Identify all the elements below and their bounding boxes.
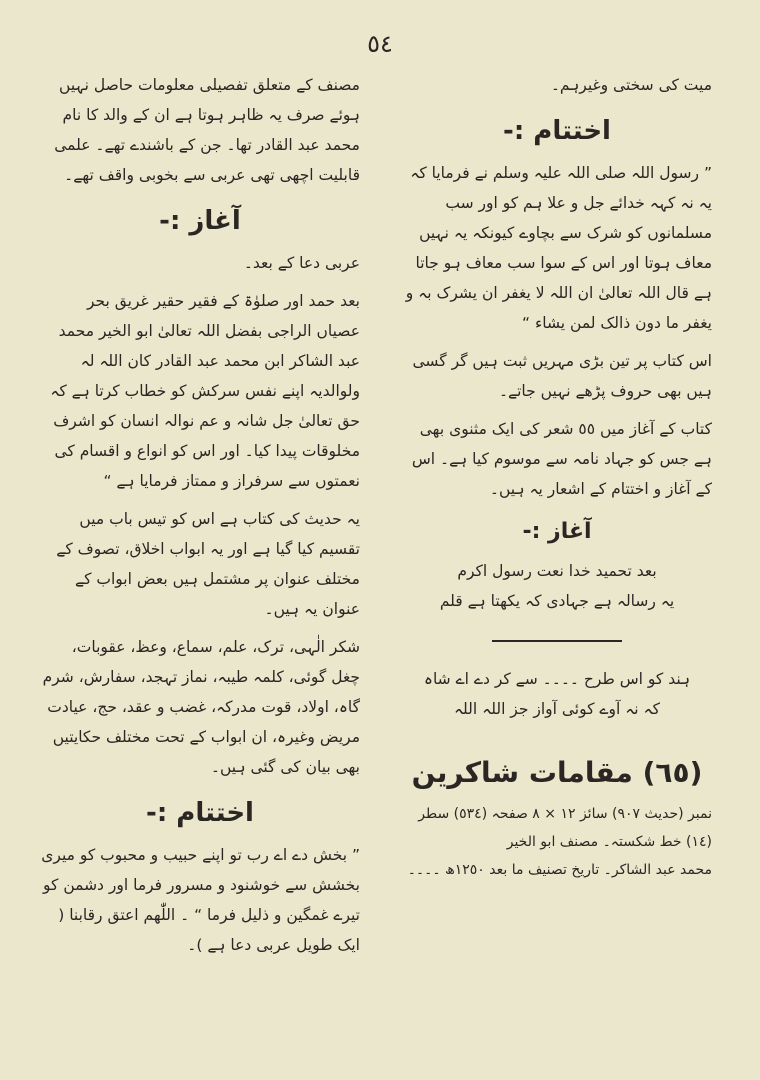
heading-conclusion: اختتام :-: [503, 116, 611, 146]
contents-note: یہ حدیث کی کتاب ہے اس کو تیس باب میں تقسیم کیا گیا ہے اور یہ ابواب اخلاق، تصوف کے مختلف عنوان پر مشتمل ہیں بعض ابواب کے عنوان یہ ہیں۔: [56, 510, 360, 618]
seals-note: اس کتاب پر تین بڑی مہریں ثبت ہیں گر گسی ہیں بھی حروف پڑھے نہیں جاتے۔: [412, 352, 712, 400]
divider: [492, 640, 622, 642]
arabic-prayer-note: عربی دعا کے بعد۔: [243, 254, 360, 272]
verse-line: بعد تحمید خدا نعت رسول اکرم: [457, 562, 657, 580]
verse-opening: [402, 556, 712, 616]
catalog-line: (١٤) خط شکستہ۔ مصنف ابو الخیر: [506, 834, 712, 850]
section-title: (٦٥) مقامات شاکرین: [411, 756, 703, 789]
chapter-titles: شکر الٰہی، ترک، علم، سماع، وعظ، عقوبات، چغل گوئی، کلمہ طیبہ، نماز تہجد، سفارش، شرم گاہ، اولاد، قوت مدرکہ، غضب و عقد، حج، عیادت مریض وغیرہ، ان ابواب کے تحت مختلف حکایتیں بھی بیان کی گئی ہیں۔: [42, 638, 360, 776]
masnavi-note: کتاب کے آغاز میں ٥٥ شعر کی ایک مثنوی بھی ہے جس کو جہاد نامہ سے موسوم کیا ہے۔ اس کے آغاز و اختتام کے اشعار یہ ہیں۔: [411, 420, 712, 498]
page-number: ٥٤: [367, 30, 393, 58]
verse-line: ہند کو اس طرح ۔۔۔۔ سے کر دے اے شاہ: [423, 670, 691, 688]
catalog-line: محمد عبد الشاکر۔ تاریخ تصنیف ما بعد ١٢٥٠ھ ۔۔۔۔: [407, 862, 712, 878]
author-note: مصنف کے متعلق تفصیلی معلومات حاصل نہیں ہوئے صرف یہ ظاہر ہوتا ہے ان کے والد کا نام محمد عبد القادر تھا۔ جن کے باشندے تھے۔ علمی قابلیت اچھی تھی عربی سے بخوبی واقف تھے۔: [54, 76, 360, 184]
opening-text: بعد حمد اور صلوٰۃ کے فقیر حقیر غریق بحر عصیاں الراجی بفضل اللہ تعالیٰ ابو الخیر محمد عبد الشاکر ابن محمد عبد القادر کان اللہ لہ ولوالدیہ اپنے نفس سرکش کو خطاب کرتا ہے کہ حق تعالیٰ جل شانہ و عم نوالہ انسان کو اشرف مخلوقات پیدا کیا۔ اور اس کو انواع و اقسام کی نعمتوں سے سرفراز و ممتاز فرمایا ہے “: [50, 292, 360, 490]
hadith-quote: ” رسول اللہ صلی اللہ علیہ وسلم نے فرمایا کہ یہ نہ کہہ خدائے جل و علا ہم کو اور سب مسلمانوں کو شرک سے بچاوے کیونکہ یہ نہیں معاف ہوتا اور اس کے سوا سب معاف ہو جاتا ہے قال اللہ تعالیٰ ان اللہ لا یغفر ان یشرک بہ و یغفر ما دون ذالک لمن یشاء “: [405, 164, 712, 332]
right-column: [402, 70, 712, 884]
heading-beginning: آغاز :-: [159, 206, 241, 236]
catalog-line: نمبر (حدیث ٩٠٧) سائز ١٢ × ٨ صفحہ (٥٣٤) سطر: [418, 806, 712, 822]
verse-closing: [402, 664, 712, 724]
opening-line: میت کی سختی وغیرہم۔: [550, 76, 712, 94]
heading-conclusion: اختتام :-: [146, 798, 254, 828]
verse-line: یہ رسالہ ہے جہادی کہ یکھتا ہے قلم: [439, 592, 675, 610]
verse-line: کہ نہ آوے کوئی آواز جز اللہ اللہ: [453, 700, 661, 718]
left-column: [40, 70, 360, 968]
heading-beginning: آغاز :-: [522, 519, 592, 544]
closing-prayer: ” بخش دے اے رب تو اپنے حبیب و محبوب کو میری بخشش سے خوشنود و مسرور فرما اور دشمن کو تیرے غمگین و ذلیل فرما “ ۔ اللّٰھم اعتق رقابنا ( ایک طویل عربی دعا ہے )۔: [41, 846, 360, 954]
catalog-entry: [402, 800, 712, 884]
